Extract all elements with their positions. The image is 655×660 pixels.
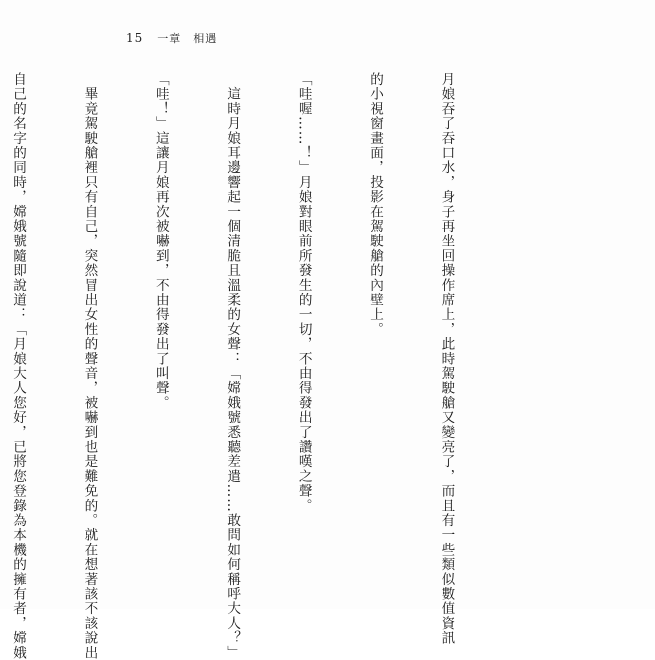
text-line: 自己的名字的同時，嫦娥號隨即說道：「月娘大人您好，已將您登錄為本機的擁有者，嫦娥 (10, 72, 27, 660)
text-line: 「哇！」這讓月娘再次被嚇到，不由得發出了叫聲。 (152, 72, 169, 411)
text-line: 的小視窗畫面，投影在駕駛艙的內壁上。 (367, 72, 384, 337)
text-line: 月娘吞了吞口水，身子再坐回操作席上，此時駕駛艙又變亮了，而且有一些類似數值資訊 (438, 72, 455, 646)
running-header (126, 30, 217, 46)
vertical-text-body (0, 72, 505, 660)
chapter-title: 一章 相遇 (157, 32, 218, 45)
text-line: 畢竟駕駛艙裡只有自己，突然冒出女性的聲音，被嚇到也是難免的。就在想著該不該說出 (81, 72, 98, 660)
page-number: 15 (126, 31, 144, 45)
text-line: 「哇喔……！」月娘對眼前所發生的一切，不由得發出了讚嘆之聲。 (295, 72, 312, 513)
text-line: 這時月娘耳邊響起一個清脆且溫柔的女聲：「嫦娥號悉聽差遣……敢問如何稱呼大人？」 (224, 72, 241, 660)
